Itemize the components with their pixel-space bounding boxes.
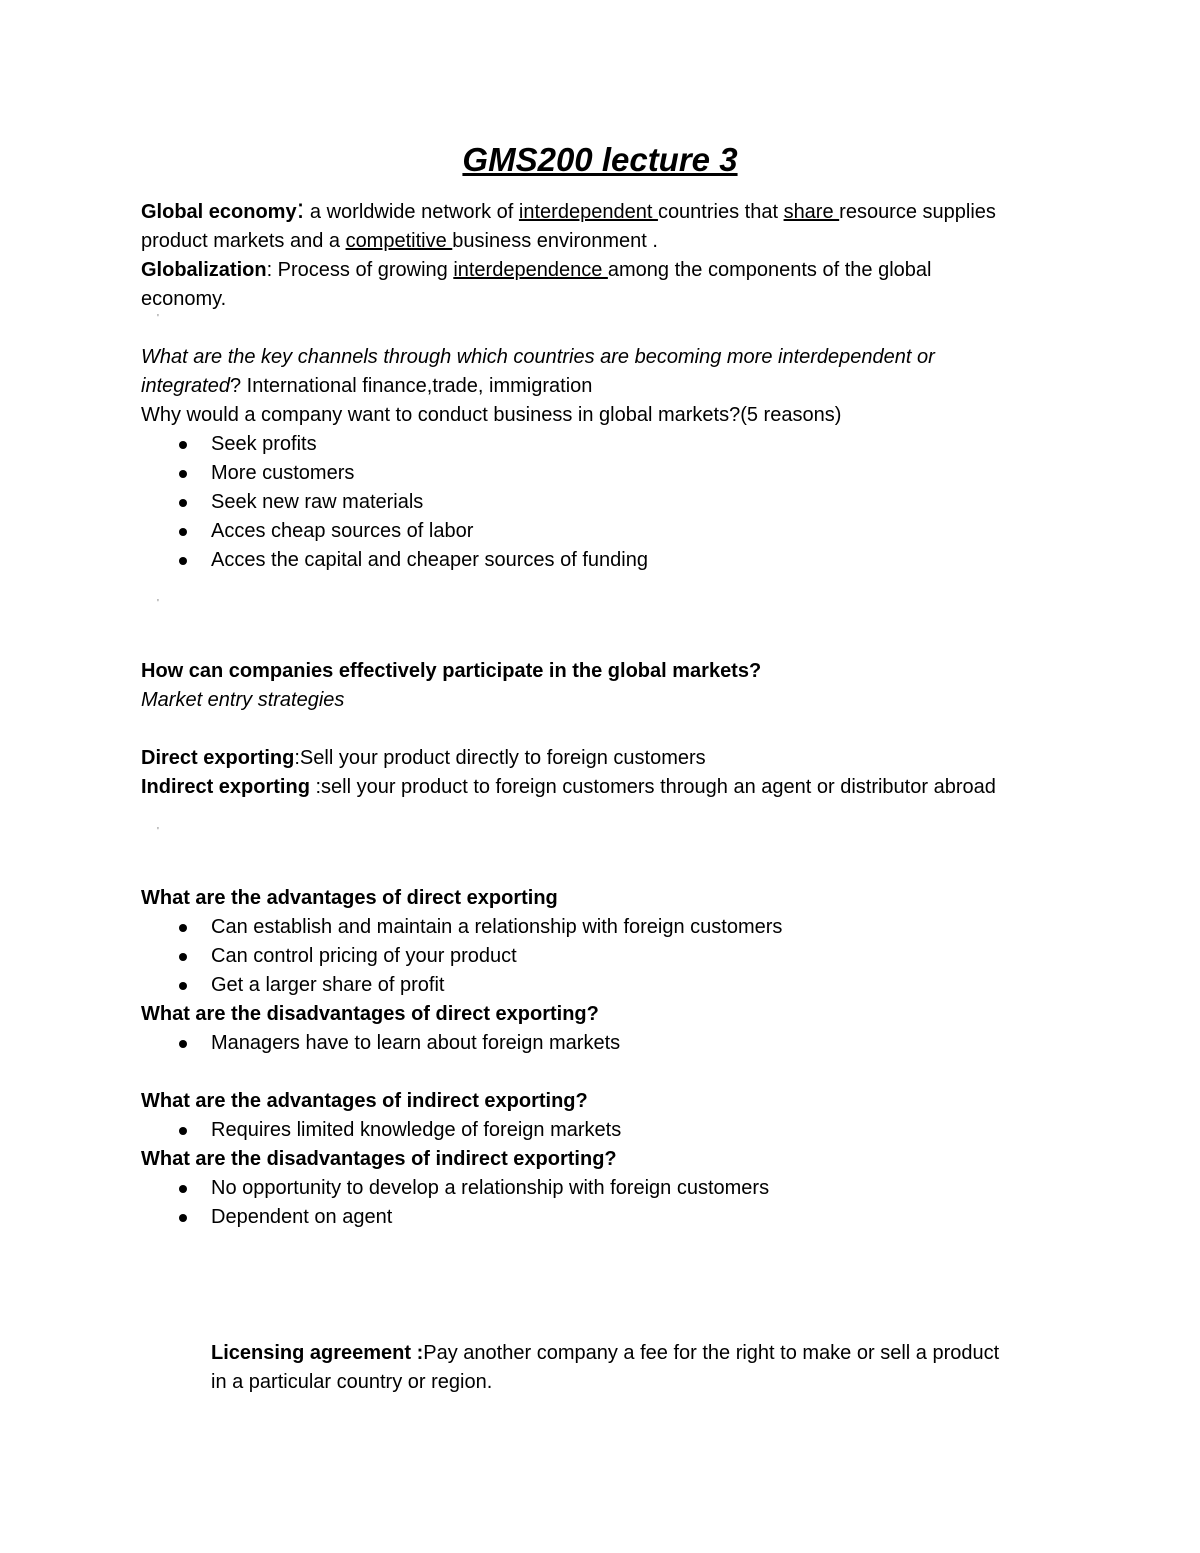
direct-exporting-definition [141, 744, 1021, 773]
list-item-text: More customers [211, 462, 355, 484]
list-item-text: Dependent on agent [211, 1206, 393, 1228]
list-item-text: Requires limited knowledge of foreign markets [211, 1119, 622, 1141]
adv-direct-list [141, 913, 1021, 1000]
bullet-icon [179, 1127, 187, 1135]
globalization-definition [141, 256, 1021, 314]
global-economy-text-4: business environment . [452, 230, 658, 252]
globalization-term: Globalization [141, 259, 267, 281]
direct-exporting-term: Direct exporting [141, 747, 295, 769]
licensing-section [211, 1339, 1001, 1397]
underlined-competitive: competitive [345, 230, 453, 252]
global-economy-text-1: a worldwide network of [304, 201, 519, 223]
participate-question: How can companies effectively participate in the global markets? [141, 660, 762, 682]
direct-exporting-text: :Sell your product directly to foreign customers [294, 747, 706, 769]
global-economy-term: Global economy [141, 201, 297, 223]
global-economy-text-3: resource supplies product markets and a [141, 201, 996, 252]
why-question: Why would a company want to conduct business in global markets?(5 reasons) [141, 404, 842, 426]
licensing-text: Pay another company a fee for the right to make or sell a product in a particular country or region. [211, 1342, 1000, 1393]
list-item-text: Managers have to learn about foreign markets [211, 1032, 621, 1054]
tick-mark: ' [157, 313, 159, 324]
bullet-icon [179, 982, 187, 990]
list-item-text: Can establish and maintain a relationship with foreign customers [211, 916, 783, 938]
bullet-icon [179, 499, 187, 507]
bullet-icon [179, 441, 187, 449]
list-item-text: Seek profits [211, 433, 317, 455]
exporting-pros-cons-section [141, 884, 1021, 1232]
global-economy-colon: : [296, 193, 305, 224]
list-item-text: Acces the capital and cheaper sources of funding [211, 549, 648, 571]
list-item [141, 517, 1021, 546]
reasons-list [141, 430, 1021, 575]
underlined-share: share [783, 201, 840, 223]
bullet-icon [179, 528, 187, 536]
bullet-icon [179, 1040, 187, 1048]
list-item [141, 1029, 1021, 1058]
list-item [141, 1116, 1021, 1145]
disadv-direct-list [141, 1029, 1021, 1058]
licensing-term: Licensing agreement : [211, 1342, 424, 1364]
tick-mark: ' [157, 598, 159, 609]
list-item [141, 459, 1021, 488]
list-item [141, 1174, 1021, 1203]
channels-answer: ? International finance,trade, immigration [229, 375, 593, 397]
indirect-exporting-text: :sell your product to foreign customers through an agent or distributor abroad [315, 776, 996, 798]
globalization-text-2: among the components of the global economy. [141, 259, 932, 310]
list-item-text: Get a larger share of profit [211, 974, 445, 996]
disadv-direct-heading: What are the disadvantages of direct exporting? [141, 1003, 599, 1025]
adv-direct-heading: What are the advantages of direct exporting [141, 887, 558, 909]
market-entry-section [141, 657, 1021, 802]
underlined-interdependent: interdependent [518, 201, 658, 223]
tick-mark: ' [157, 826, 159, 837]
channels-question: What are the key channels through which countries are becoming more interdependent or integrated [141, 346, 935, 397]
list-item [141, 546, 1021, 575]
blank-line [141, 1058, 1021, 1087]
bullet-icon [179, 1214, 187, 1222]
adv-indirect-list [141, 1116, 1021, 1145]
channels-section [141, 343, 1021, 575]
disadv-indirect-heading: What are the disadvantages of indirect exporting? [141, 1148, 617, 1170]
definitions-section [141, 193, 1021, 314]
global-economy-text-2: countries that [657, 201, 784, 223]
page-title: GMS200 lecture 3 [462, 141, 738, 178]
list-item [141, 430, 1021, 459]
licensing-definition [211, 1339, 1001, 1397]
list-item-text: Can control pricing of your product [211, 945, 517, 967]
list-item-text: Acces cheap sources of labor [211, 520, 474, 542]
disadv-indirect-list [141, 1174, 1021, 1232]
adv-indirect-heading: What are the advantages of indirect exporting? [141, 1090, 588, 1112]
list-item [141, 971, 1021, 1000]
list-item [141, 913, 1021, 942]
underlined-interdependence: interdependence [453, 259, 608, 281]
indirect-exporting-term: Indirect exporting [141, 776, 316, 798]
bullet-icon [179, 557, 187, 565]
indirect-exporting-definition [141, 773, 1021, 802]
bullet-icon [179, 1185, 187, 1193]
channels-paragraph [141, 343, 1021, 401]
bullet-icon [179, 924, 187, 932]
blank-line [141, 715, 1021, 744]
participate-answer: Market entry strategies [141, 689, 345, 711]
list-item [141, 488, 1021, 517]
list-item-text: No opportunity to develop a relationship with foreign customers [211, 1177, 770, 1199]
list-item [141, 1203, 1021, 1232]
bullet-icon [179, 470, 187, 478]
list-item [141, 942, 1021, 971]
bullet-icon [179, 953, 187, 961]
global-economy-definition [141, 193, 1021, 256]
globalization-text-1: : Process of growing [266, 259, 454, 281]
list-item-text: Seek new raw materials [211, 491, 424, 513]
